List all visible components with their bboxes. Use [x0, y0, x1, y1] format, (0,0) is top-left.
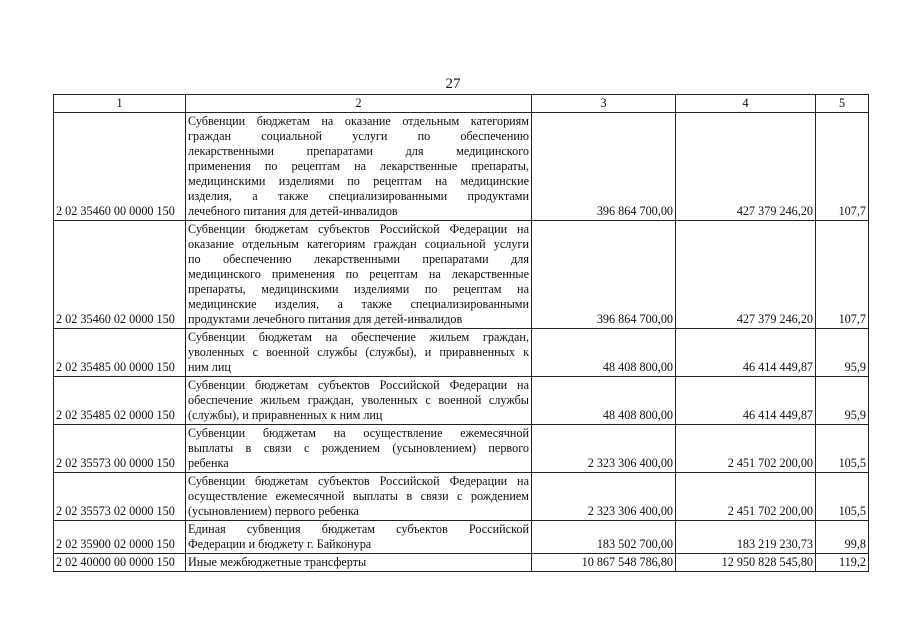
row-name-line: медицинскими изделиями по рецептам на медицинские — [188, 174, 529, 188]
table-row — [54, 425, 869, 473]
row-name — [186, 554, 532, 572]
row-fact-amount: 183 219 230,73 — [676, 521, 816, 554]
row-plan-amount: 48 408 800,00 — [532, 329, 676, 377]
row-percent: 105,5 — [816, 473, 869, 521]
header-row — [54, 95, 869, 113]
row-name-line: Субвенции бюджетам субъектов Российской Федерации на — [188, 474, 529, 488]
row-name-line: Федерации и бюджету г. Байконура — [188, 537, 372, 551]
row-code: 2 02 40000 00 0000 150 — [54, 554, 186, 572]
row-name-line: Субвенции бюджетам на обеспечение жильем граждан, — [188, 330, 529, 344]
row-name-line: Субвенции бюджетам на оказание отдельным категориям — [188, 114, 529, 128]
row-name-line: граждан социальной услуги по обеспечению — [188, 129, 529, 143]
row-name — [186, 329, 532, 377]
row-name-line: обеспечение жильем граждан, уволенных с военной службы — [188, 393, 529, 407]
row-name — [186, 377, 532, 425]
row-code: 2 02 35573 02 0000 150 — [54, 473, 186, 521]
table-row — [54, 113, 869, 221]
row-name-line: изделия, а также специализированными продуктами — [188, 189, 529, 203]
table-row — [54, 473, 869, 521]
row-name — [186, 521, 532, 554]
row-name-line: по обеспечению лекарственными препаратами для — [188, 252, 529, 266]
header-cell-5: 5 — [816, 95, 869, 113]
row-code: 2 02 35485 02 0000 150 — [54, 377, 186, 425]
row-percent: 105,5 — [816, 425, 869, 473]
row-name-line: препараты, медицинскими изделиями по рецептам на — [188, 282, 529, 296]
row-name-line: медицинские изделия, а также специализированными — [188, 297, 529, 311]
row-name-line: применения по рецептам на лекарственные препараты, — [188, 159, 529, 173]
row-name — [186, 425, 532, 473]
table-row — [54, 329, 869, 377]
row-name-line: Субвенции бюджетам субъектов Российской Федерации на — [188, 378, 529, 392]
table-row — [54, 554, 869, 572]
row-name-line: выплаты в связи с рождением (усыновлением) первого — [188, 441, 529, 455]
row-fact-amount: 2 451 702 200,00 — [676, 473, 816, 521]
row-percent: 107,7 — [816, 221, 869, 329]
row-fact-amount: 46 414 449,87 — [676, 377, 816, 425]
row-fact-amount: 427 379 246,20 — [676, 113, 816, 221]
row-plan-amount: 396 864 700,00 — [532, 113, 676, 221]
row-name-line: Единая субвенция бюджетам субъектов Российской — [188, 522, 529, 536]
row-name-line: продуктами лечебного питания для детей-инвалидов — [188, 312, 463, 326]
row-plan-amount: 2 323 306 400,00 — [532, 425, 676, 473]
row-plan-amount: 396 864 700,00 — [532, 221, 676, 329]
row-name-line: осуществление ежемесячной выплаты в связи с рождением — [188, 489, 529, 503]
row-percent: 95,9 — [816, 329, 869, 377]
row-percent: 99,8 — [816, 521, 869, 554]
row-plan-amount: 183 502 700,00 — [532, 521, 676, 554]
row-name-line: (усыновлением) первого ребенка — [188, 504, 359, 518]
row-fact-amount: 2 451 702 200,00 — [676, 425, 816, 473]
row-percent: 119,2 — [816, 554, 869, 572]
row-fact-amount: 12 950 828 545,80 — [676, 554, 816, 572]
row-name — [186, 473, 532, 521]
header-cell-3: 3 — [532, 95, 676, 113]
row-name-line: ним лиц — [188, 360, 231, 374]
table-row — [54, 377, 869, 425]
budget-table — [53, 94, 869, 572]
row-name-line: Иные межбюджетные трансферты — [188, 555, 367, 569]
row-percent: 107,7 — [816, 113, 869, 221]
row-name-line: Субвенции бюджетам на осуществление ежемесячной — [188, 426, 529, 440]
row-fact-amount: 427 379 246,20 — [676, 221, 816, 329]
table-row — [54, 221, 869, 329]
row-name — [186, 221, 532, 329]
row-name — [186, 113, 532, 221]
row-name-line: медицинского применения по рецептам на лекарственные — [188, 267, 529, 281]
row-name-line: лечебного питания для детей-инвалидов — [188, 204, 398, 218]
row-name-line: уволенных с военной службы (службы), и приравненных к — [188, 345, 529, 359]
row-name-line: (службы), и приравненных к ним лиц — [188, 408, 383, 422]
row-percent: 95,9 — [816, 377, 869, 425]
row-name-line: ребенка — [188, 456, 229, 470]
row-code: 2 02 35900 02 0000 150 — [54, 521, 186, 554]
row-code: 2 02 35485 00 0000 150 — [54, 329, 186, 377]
row-code: 2 02 35460 00 0000 150 — [54, 113, 186, 221]
header-cell-4: 4 — [676, 95, 816, 113]
row-name-line: оказание отдельным категориям граждан социальной услуги — [188, 237, 529, 251]
row-name-line: лекарственными препаратами для медицинского — [188, 144, 529, 158]
row-fact-amount: 46 414 449,87 — [676, 329, 816, 377]
table-row — [54, 521, 869, 554]
header-cell-1: 1 — [54, 95, 186, 113]
row-name-line: Субвенции бюджетам субъектов Российской Федерации на — [188, 222, 529, 236]
row-plan-amount: 2 323 306 400,00 — [532, 473, 676, 521]
row-plan-amount: 10 867 548 786,80 — [532, 554, 676, 572]
page-number: 27 — [445, 76, 461, 92]
row-code: 2 02 35460 02 0000 150 — [54, 221, 186, 329]
row-plan-amount: 48 408 800,00 — [532, 377, 676, 425]
row-code: 2 02 35573 00 0000 150 — [54, 425, 186, 473]
header-cell-2: 2 — [186, 95, 532, 113]
